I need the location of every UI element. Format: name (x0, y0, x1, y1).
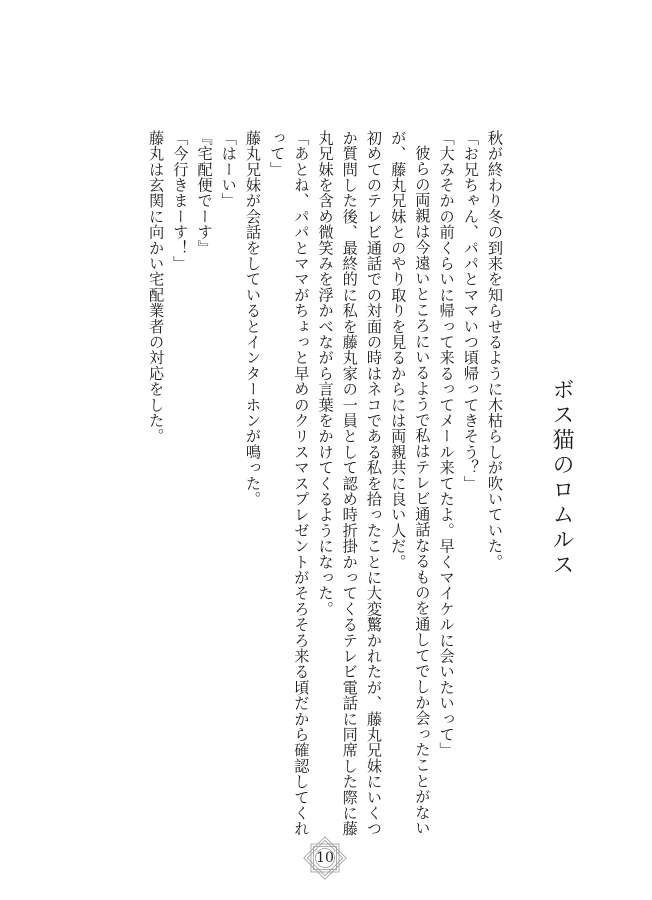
page-number: 10 (316, 850, 334, 866)
body-text (144, 130, 507, 850)
paragraph: 「あとね、パパとママがちょっと早めのクリスマスプレゼントがそろそろ来る頃だから確認してくれって」 (268, 130, 311, 837)
paragraph: 「お兄ちゃん、パパとママいつ頃帰ってきそう？」 (461, 130, 480, 492)
paragraph: 「大みそかの前くらいに帰って来るってメール来てたよ。早くマイケルに会いたいって」 (437, 130, 456, 758)
paragraph: 秋が終わり冬の到来を知らせるように木枯らしが吹いていた。 (486, 130, 504, 570)
paragraph: 藤丸は玄関に向かい宅配業者の対応をした。 (147, 130, 166, 444)
chapter-title: ボス猫のロムルス (549, 378, 574, 578)
paragraph: 「はーい」 (219, 130, 238, 209)
page-number-ornament (300, 833, 350, 883)
paragraph: 彼らの両親は今遠いところにいるようで私はテレビ通話なるものを通してでしか会ったことがないが、藤丸兄妹とのやり取りを見るからには両親共に良い人だ。 (389, 130, 432, 836)
paragraph: 「今行きまーす！」 (171, 130, 190, 272)
paragraph: 藤丸兄妹が会話をしているとインターホンが鳴った。 (243, 130, 262, 507)
paragraph: 初めてのテレビ通話での対面の時はネコである私を拾ったことに大変驚かれたが、藤丸兄妹にいくつか質問した後、最終的に私を藤丸家の一員として認め時折掛かってくるテレビ電話に同席した際に藤丸兄妹を含め微笑みを浮かべながら言葉をかけてくるようになった。 (316, 130, 383, 837)
paragraph: 『宅配便でーす』 (195, 130, 214, 256)
